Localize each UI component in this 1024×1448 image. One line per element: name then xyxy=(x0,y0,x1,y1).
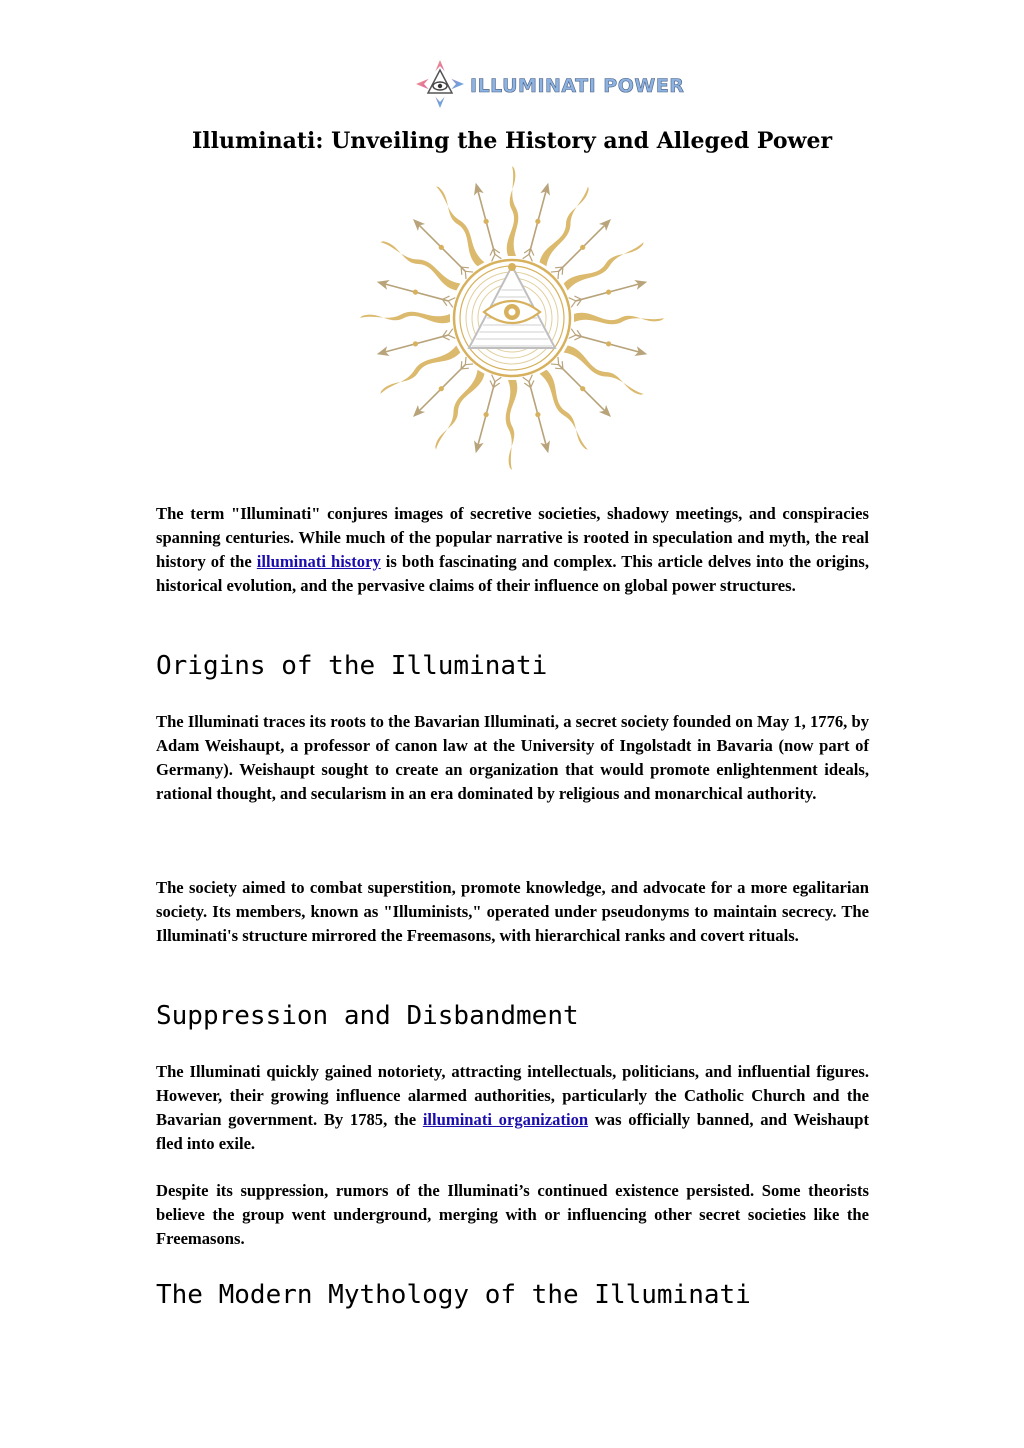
origins-paragraph-2: The society aimed to combat superstition, promote knowledge, and advocate for a more egalitarian society. Its members, known as "Illuminists," operated under pseudonyms to maintain secrecy. The Illuminati's structure mirrored the Freemasons, with hierarchical ranks and covert rituals. xyxy=(156,878,869,945)
suppression-text-start: The Illuminati quickly gained notoriety, attracting intellectuals, politicians, and influential figures. However, their growing influence alarmed authorities, particularly the Catholic Church and the Bavarian government. By 1785, the xyxy=(156,1062,869,1129)
heading-modern-mythology: The Modern Mythology of the Illuminati xyxy=(156,1280,751,1310)
sun-eye-emblem-image xyxy=(356,162,668,474)
heading-suppression: Suppression and Disbandment xyxy=(156,1001,579,1031)
heading-origins: Origins of the Illuminati xyxy=(156,651,548,681)
intro-paragraph xyxy=(156,502,869,598)
brand-logo[interactable] xyxy=(412,56,692,112)
sun-eye-icon xyxy=(356,162,668,474)
logo-text: ILLUMINATI POWER xyxy=(470,75,685,97)
logo-mark-icon xyxy=(412,56,692,112)
illuminati-organization-link[interactable]: illuminati organization xyxy=(422,1110,589,1129)
suppression-paragraph-2: Despite its suppression, rumors of the Illuminati’s continued existence persisted. Some theorists believe the group went underground, merging with or influencing other secret societies like the Freemasons. xyxy=(156,1181,869,1248)
illuminati-history-link[interactable]: illuminati history xyxy=(256,552,381,571)
intro-text-end: is both fascinating and complex. This article delves into the origins, historical evolution, and the pervasive claims of their influence on global power structures. xyxy=(156,552,870,595)
intro-text-start: The term "Illuminati" conjures images of secretive societies, shadowy meetings, and conspiracies spanning centuries. While much of the popular narrative is rooted in speculation and myth, the real history of the xyxy=(156,504,869,571)
suppression-text-end: was officially banned, and Weishaupt fled into exile. xyxy=(156,1110,869,1153)
document-title: Illuminati: Unveiling the History and Alleged Power xyxy=(191,128,833,154)
origins-paragraph-1: The Illuminati traces its roots to the Bavarian Illuminati, a secret society founded on May 1, 1776, by Adam Weishaupt, a professor of canon law at the University of Ingolstadt in Bavaria (now part of Germany). Weishaupt sought to create an organization that would promote enlightenment ideals, rational thought, and secularism in an era dominated by religious and monarchical authority. xyxy=(156,712,869,803)
suppression-paragraph-1 xyxy=(156,1060,869,1156)
